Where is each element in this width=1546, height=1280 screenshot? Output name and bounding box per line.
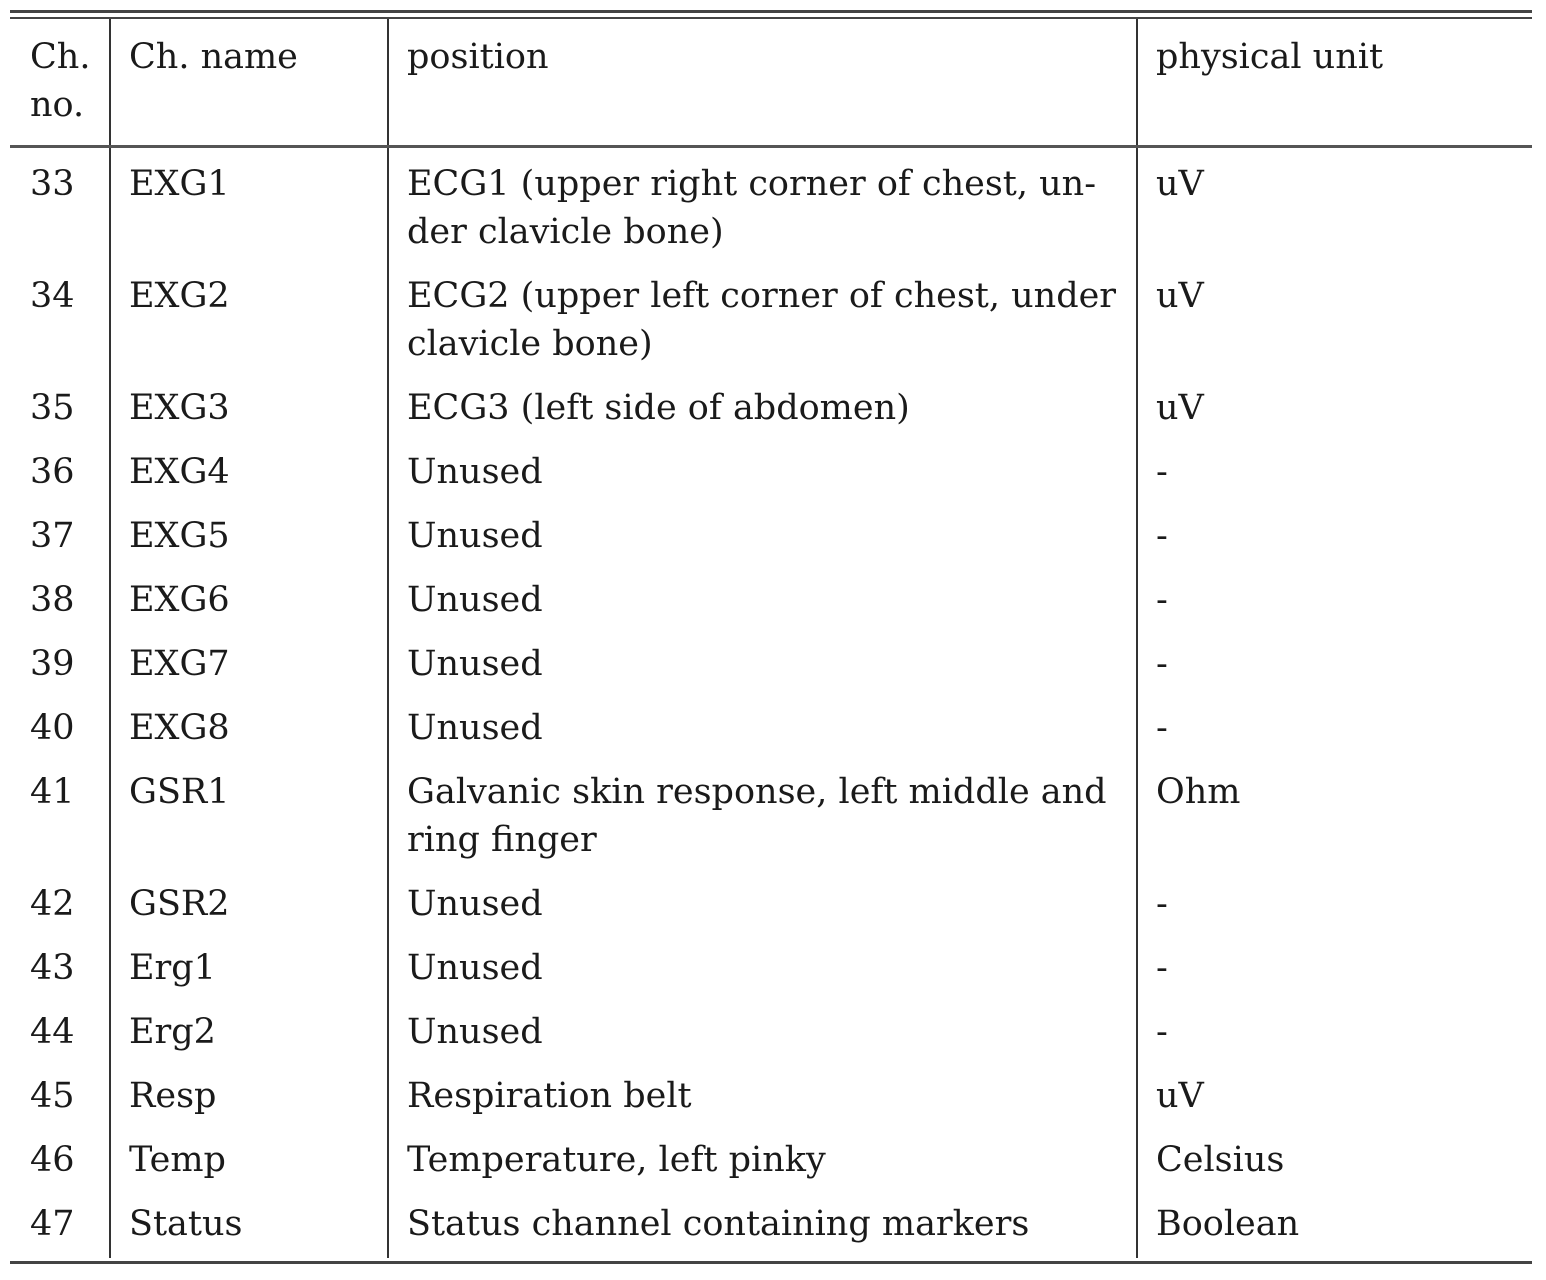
- cell-ch-name: EXG8: [110, 704, 388, 768]
- cell-position: ECG3 (left side of abdomen): [388, 384, 1137, 448]
- cell-physical-unit: uV: [1156, 388, 1204, 428]
- cell-position: Status channel containing markers: [388, 1200, 1137, 1258]
- cell-ch-no: 37: [10, 512, 110, 576]
- channel-table: [10, 19, 1532, 145]
- cell-physical-unit: uV: [1156, 1076, 1204, 1116]
- cell-ch-name: EXG4: [110, 448, 388, 512]
- cell-ch-name: Resp: [110, 1072, 388, 1136]
- cell-physical-unit: -: [1156, 708, 1168, 748]
- table-row: [10, 1072, 1532, 1136]
- bottom-rule: [10, 1261, 1532, 1264]
- cell-ch-no: 38: [10, 576, 110, 640]
- cell-ch-name: GSR1: [110, 768, 388, 880]
- header-ch-no-line2: no.: [30, 85, 85, 125]
- cell-position: Unused: [388, 704, 1137, 768]
- table-row: [10, 704, 1532, 768]
- cell-position: Unused: [388, 512, 1137, 576]
- cell-position: Unused: [388, 1008, 1137, 1072]
- cell-ch-name: EXG2: [110, 272, 388, 384]
- header-row: [10, 19, 1532, 145]
- channel-table-body: [10, 148, 1532, 1258]
- channel-table-container: [10, 10, 1532, 1264]
- table-row: [10, 272, 1532, 384]
- table-header: [10, 19, 1532, 145]
- cell-physical-unit: -: [1156, 452, 1168, 492]
- table-row: [10, 512, 1532, 576]
- cell-ch-name: EXG5: [110, 512, 388, 576]
- cell-ch-name: GSR2: [110, 880, 388, 944]
- table-row: [10, 768, 1532, 880]
- header-ch-no: [10, 19, 110, 145]
- cell-physical-unit: -: [1156, 516, 1168, 556]
- table-row: [10, 448, 1532, 512]
- header-position: position: [388, 19, 1137, 145]
- cell-physical-unit: uV: [1156, 276, 1204, 316]
- table-row: [10, 880, 1532, 944]
- cell-ch-no: 45: [10, 1072, 110, 1136]
- cell-position: Unused: [388, 448, 1137, 512]
- cell-physical-unit: -: [1156, 1012, 1168, 1052]
- cell-ch-no: 40: [10, 704, 110, 768]
- cell-position: Galvanic skin response, left middle and ring finger: [388, 768, 1137, 880]
- header-ch-name: Ch. name: [110, 19, 388, 145]
- cell-position: Respiration belt: [388, 1072, 1137, 1136]
- cell-ch-name: Status: [110, 1200, 388, 1258]
- cell-position: Unused: [388, 576, 1137, 640]
- cell-ch-name: EXG6: [110, 576, 388, 640]
- cell-ch-no: 44: [10, 1008, 110, 1072]
- cell-ch-name: EXG7: [110, 640, 388, 704]
- cell-position: ECG2 (upper left corner of chest, under clavicle bone): [388, 272, 1137, 384]
- cell-physical-unit: -: [1156, 948, 1168, 988]
- cell-ch-name: Erg1: [110, 944, 388, 1008]
- cell-ch-no: 46: [10, 1136, 110, 1200]
- table-row: [10, 944, 1532, 1008]
- table-row: [10, 1008, 1532, 1072]
- cell-physical-unit: -: [1156, 884, 1168, 924]
- table-row: [10, 1200, 1532, 1258]
- header-ch-no-line1: Ch.: [30, 37, 91, 77]
- table-body: [10, 148, 1532, 1258]
- cell-ch-no: 34: [10, 272, 110, 384]
- cell-physical-unit: -: [1156, 580, 1168, 620]
- cell-ch-name: Erg2: [110, 1008, 388, 1072]
- cell-ch-name: EXG1: [110, 148, 388, 272]
- cell-ch-no: 35: [10, 384, 110, 448]
- table-row: [10, 384, 1532, 448]
- cell-physical-unit: Ohm: [1156, 772, 1241, 812]
- table-row: [10, 1136, 1532, 1200]
- cell-ch-no: 42: [10, 880, 110, 944]
- cell-position: Temperature, left pinky: [388, 1136, 1137, 1200]
- cell-ch-no: 43: [10, 944, 110, 1008]
- cell-position: ECG1 (upper right corner of chest, un-der clavicle bone): [388, 148, 1137, 272]
- cell-ch-name: Temp: [110, 1136, 388, 1200]
- header-physical-unit: physical unit: [1156, 37, 1384, 77]
- cell-position: Unused: [388, 880, 1137, 944]
- cell-physical-unit: uV: [1156, 164, 1204, 204]
- cell-ch-no: 33: [10, 148, 110, 272]
- top-rule: [10, 10, 1532, 13]
- cell-physical-unit: -: [1156, 644, 1168, 684]
- cell-position: Unused: [388, 944, 1137, 1008]
- cell-physical-unit: Boolean: [1156, 1204, 1300, 1244]
- table-row: [10, 148, 1532, 272]
- cell-ch-no: 47: [10, 1200, 110, 1258]
- cell-ch-no: 36: [10, 448, 110, 512]
- table-row: [10, 640, 1532, 704]
- cell-ch-no: 39: [10, 640, 110, 704]
- cell-position: Unused: [388, 640, 1137, 704]
- cell-physical-unit: Celsius: [1156, 1140, 1285, 1180]
- table-row: [10, 576, 1532, 640]
- cell-ch-name: EXG3: [110, 384, 388, 448]
- cell-ch-no: 41: [10, 768, 110, 880]
